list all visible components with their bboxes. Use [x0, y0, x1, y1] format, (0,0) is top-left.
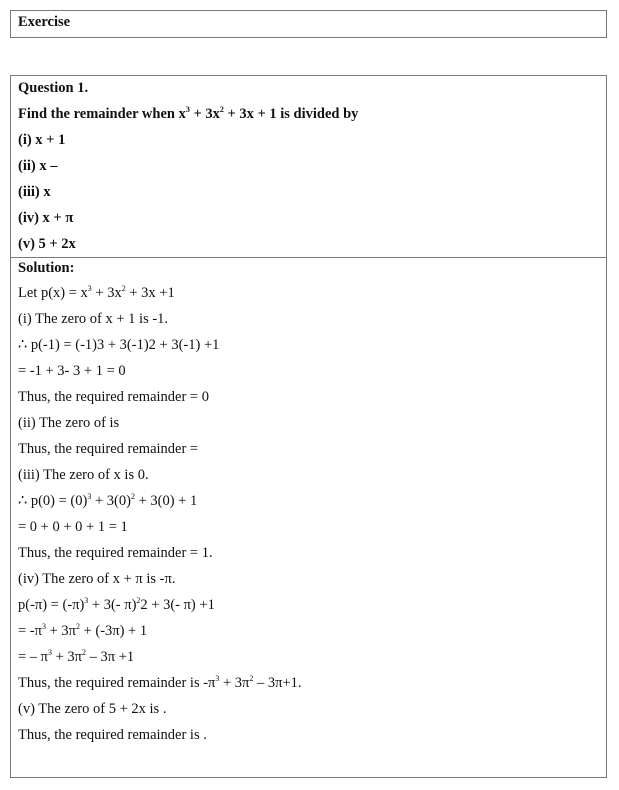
solution-line: Thus, the required remainder is $-\pi^3 + 3\pi^2 - 3\pi+1$. [18, 674, 302, 691]
question-option: (iv) x + π [18, 210, 74, 226]
solution-line: (iii) The zero of x is 0. [18, 467, 149, 483]
solution-line: = 0 + 0 + 0 + 1 = 1 [18, 519, 128, 535]
exercise-header-box [10, 10, 607, 38]
solution-line: = $-\pi^3 + 3\pi^2 + (-3\pi) + 1$ [18, 622, 148, 639]
solution-line: Thus, the required remainder = [18, 441, 199, 457]
question-option: (ii) x – [18, 158, 58, 174]
question-option: (iii) x [18, 184, 51, 200]
solution-box [10, 257, 607, 778]
solution-line: (v) The zero of 5 + 2x is . [18, 701, 167, 717]
solution-line: ∴ p(-1) = (-1)3 + 3(-1)2 + 3(-1) +1 [18, 337, 220, 353]
solution-heading: Solution: [18, 260, 75, 276]
solution-line: (iv) The zero of x + π is -π. [18, 571, 176, 587]
question-option: (i) x + 1 [18, 132, 66, 148]
solution-line: Let $p(x) = x^3 + 3x^2 + 3x +1$ [18, 284, 175, 301]
solution-line: Thus, the required remainder = 1. [18, 545, 213, 561]
question-box [10, 75, 607, 258]
question-prompt: Find the remainder when $x^3 + 3x^2 + 3x + 1$ is divided by [18, 105, 359, 122]
solution-line: (ii) The zero of is [18, 415, 120, 431]
solution-line: Thus, the required remainder is . [18, 727, 207, 743]
question-option: (v) 5 + 2x [18, 236, 76, 252]
question-heading: Question 1. [18, 80, 89, 96]
exercise-title: Exercise [18, 14, 71, 30]
solution-line: = – $\pi^3 + 3\pi^2 - 3\pi +1$ [18, 648, 135, 665]
solution-line: $p(-\pi) = (-\pi)^3 + 3(-$ π)$^2$2 + 3(- π) +1 [18, 596, 215, 613]
solution-line: ∴ $p(0) = (0)^3 + 3(0)^2 + 3(0) + 1$ [18, 492, 198, 509]
solution-line: (i) The zero of x + 1 is -1. [18, 311, 169, 327]
solution-line: Thus, the required remainder = 0 [18, 389, 209, 405]
solution-line: = -1 + 3- 3 + 1 = 0 [18, 363, 126, 379]
